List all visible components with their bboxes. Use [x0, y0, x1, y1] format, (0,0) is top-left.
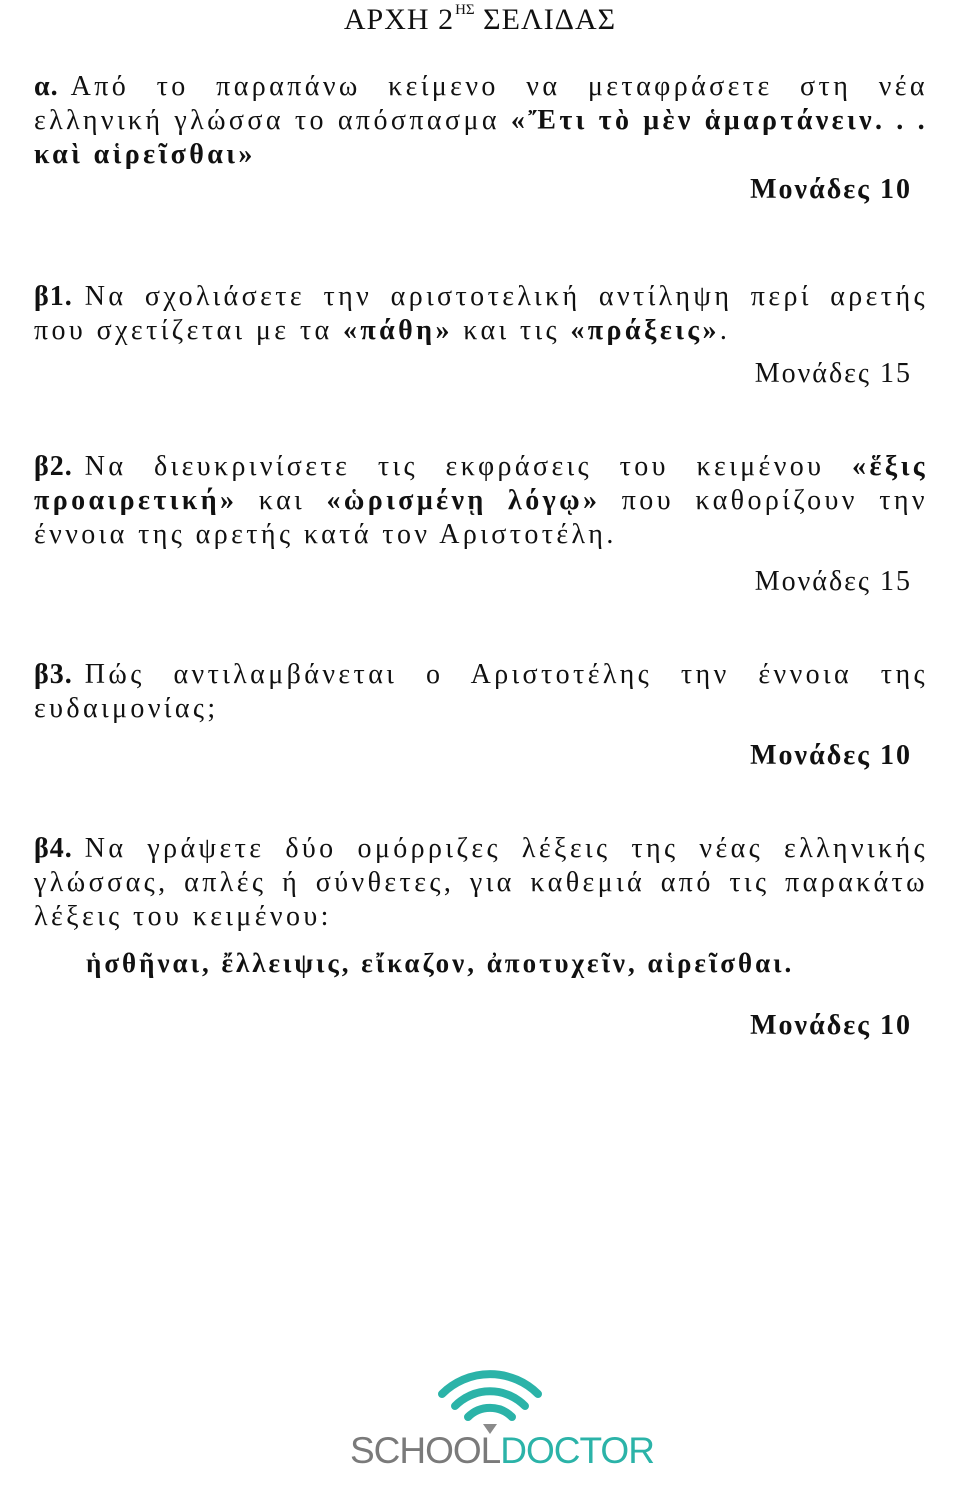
logo-school-text: SCHOOL — [350, 1430, 501, 1471]
header-title-pre: ΑΡΧΗ 2 — [343, 3, 455, 36]
question-b2-number: β2. — [34, 451, 73, 482]
question-b1-text-2: και τις — [452, 315, 571, 346]
question-b4-marks: Μονάδες 10 — [750, 1010, 912, 1041]
question-b4-text: Να γράψετε δύο ομόρριζες λέξεις της νέας ελληνικής γλώσσας, απλές ή σύνθετες, για καθεμιά από τις παρακάτω λέξεις του κειμένου: — [34, 833, 928, 932]
question-b2-text-3: που καθορίζουν την έννοια της αρετής κατά τον Αριστοτέλη. — [34, 485, 928, 550]
logo-doctor-text: DOCTOR — [500, 1430, 654, 1471]
question-b4 — [34, 832, 928, 934]
question-b1-marks: Μονάδες 15 — [754, 358, 912, 389]
question-a-number: α. — [34, 71, 59, 102]
question-a-text: Από το παραπάνω κείμενο να μεταφράσετε στη νέα ελληνική γλώσσα το απόσπασμα — [34, 71, 928, 136]
question-b2-marks: Μονάδες 15 — [754, 566, 912, 597]
question-b2-bold-1: «ἕξις προαιρετική» — [34, 451, 928, 516]
question-b1-number: β1. — [34, 281, 73, 312]
question-b1 — [34, 280, 928, 348]
question-b3-number: β3. — [34, 659, 73, 690]
question-b3-marks: Μονάδες 10 — [750, 740, 912, 771]
question-b4-number: β4. — [34, 833, 73, 864]
logo-wordmark — [350, 1430, 654, 1472]
question-b4-words: ἡσθῆναι, ἔλλειψις, εἴκαζον, ἀποτυχεῖν, αἱρεῖσθαι. — [86, 948, 795, 978]
question-a-quote: «Ἔτι τὸ μὲν ἁμαρτάνειν. . . καὶ αἱρεῖσθαι» — [34, 105, 928, 170]
question-b2 — [34, 450, 928, 552]
schooldoctor-logo — [350, 1364, 654, 1484]
question-a-marks: Μονάδες 10 — [750, 174, 912, 205]
question-b1-text-3: . — [719, 315, 731, 346]
page-header — [0, 2, 960, 37]
header-title-sup: ΗΣ — [455, 2, 475, 18]
question-b1-bold-1: «πάθη» — [342, 315, 453, 346]
header-title-post: ΣΕΛΙΔΑΣ — [474, 3, 617, 36]
question-b2-text-1: Να διευκρινίσετε τις εκφράσεις του κειμένου — [84, 451, 853, 482]
wifi-signal-icon — [350, 1364, 630, 1434]
question-a — [34, 70, 928, 172]
question-b1-text-1: Να σχολιάσετε την αριστοτελική αντίληψη περί αρετής που σχετίζεται με τα — [34, 281, 928, 346]
question-b3 — [34, 658, 928, 726]
question-b2-bold-2: «ὡρισμένῃ λόγῳ» — [326, 485, 601, 516]
question-b1-bold-2: «πράξεις» — [570, 315, 720, 346]
question-b3-text: Πώς αντιλαμβάνεται ο Αριστοτέλης την έννοια της ευδαιμονίας; — [34, 659, 928, 724]
question-b2-text-2: και — [237, 485, 327, 516]
